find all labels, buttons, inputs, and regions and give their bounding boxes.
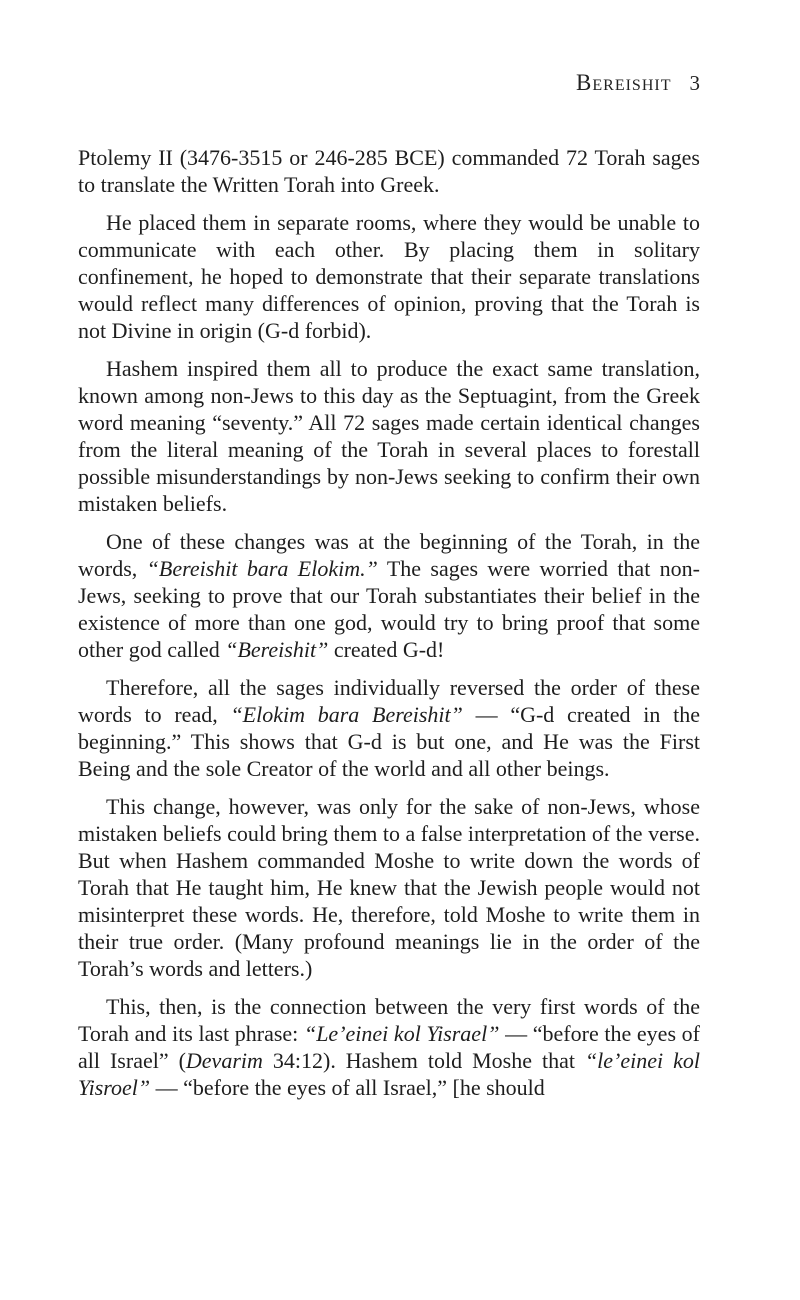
text-run: This change, however, was only for the sake of non-Jews, whose mistaken beliefs could bring them to a false interpretation of the verse. But when Hashem commanded Moshe to write down the words of Torah that He taught him, He knew that the Jewish people would not misinterpret these words. He, therefore, told Moshe to write them in their true order. (Many profound meanings lie in the order of the Torah’s words and letters.) [78,794,700,981]
page-number: 3 [689,71,700,95]
page-body [78,144,700,1112]
paragraph [78,144,700,198]
chapter-title: Bereishit [576,70,672,95]
paragraph [78,528,700,663]
text-run: — “G-d created in the beginning.” This shows that G-d is but one, and He was the First Being and the sole Creator of the world and all other beings. [78,702,700,781]
paragraph [78,674,700,782]
text-run: Ptolemy II (3476-3515 or 246-285 BCE) commanded 72 Torah sages to translate the Written Torah into Greek. [78,145,700,197]
italic-text-run: Devarim [185,1048,263,1073]
text-run: — “before the eyes of all Israel” ( [78,1021,700,1073]
paragraph [78,993,700,1101]
italic-text-run: “Elokim bara Bereishit” [230,702,463,727]
italic-text-run: “Bereishit bara Elokim.” [146,556,378,581]
text-run: The sages were worried that non-Jews, seeking to prove that our Torah substantiates their belief in the existence of more than one god, would try to bring proof that some other god called [78,556,701,662]
text-run: This, then, is the connection between the very first words of the Torah and its last phrase: [78,994,700,1046]
italic-text-run: “Bereishit” [225,637,329,662]
paragraph [78,355,700,517]
text-run: 34:12). Hashem told Moshe that [262,1048,585,1073]
italic-text-run: “le’einei kol Yisroel” [78,1048,700,1100]
text-run: — “before the eyes of all Israel,” [he should [150,1075,545,1100]
italic-text-run: “Le’einei kol Yisrael” [303,1021,500,1046]
paragraph [78,793,700,982]
text-run: Hashem inspired them all to produce the exact same translation, known among non-Jews to this day as the Septuagint, from the Greek word meaning “seventy.” All 72 sages made certain identical changes from the literal meaning of the Torah in several places to forestall possible misunderstandings by non-Jews seeking to confirm their own mistaken beliefs. [78,356,700,516]
text-run: One of these changes was at the beginning of the Torah, in the words, [78,529,700,581]
text-run: Therefore, all the sages individually reversed the order of these words to read, [78,675,700,727]
text-run: created G-d! [328,637,445,662]
text-run: He placed them in separate rooms, where they would be unable to communicate with each other. By placing them in solitary confinement, he hoped to demonstrate that their separate translations would reflect many differences of opinion, proving that the Torah is not Divine in origin (G-d forbid). [78,210,700,343]
running-header [78,70,700,96]
paragraph [78,209,700,344]
